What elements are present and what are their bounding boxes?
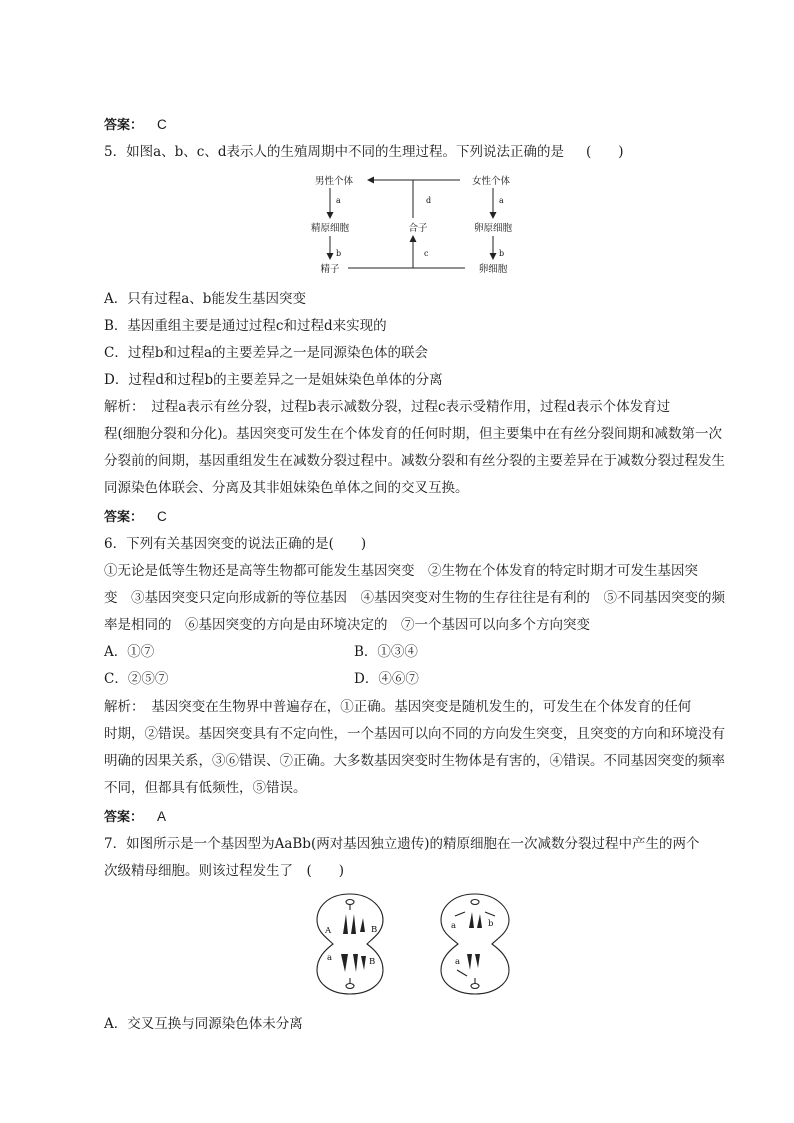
label-a-right: a	[499, 196, 504, 205]
centriole-icon	[471, 984, 479, 989]
q5-paren: ( )	[585, 144, 624, 160]
label-spermatogonium: 精原细胞	[310, 223, 350, 234]
label-sperm: 精子	[320, 264, 340, 275]
chromosome-icon	[467, 954, 472, 970]
chromosome-icon	[341, 954, 348, 972]
centriole-icon	[471, 900, 479, 905]
q5-option-a: A．只有过程a、b能发生基因突变	[104, 291, 306, 307]
label-zygote: 合子	[408, 223, 428, 234]
answer-value: C	[157, 509, 167, 524]
cell-1-label-A: A	[325, 926, 332, 936]
chromosome-icon	[360, 918, 365, 932]
q6-option-a: A．①⑦	[104, 644, 155, 660]
q6-option-d: D．④⑥⑦	[354, 671, 419, 687]
q6-analysis-1: 解析： 基因突变在生物界中普遍存在，①正确。基因突变是随机发生的，可发生在个体发育的任何	[104, 699, 692, 715]
q7-option-a: A．交叉互换与同源染色体未分离	[104, 1016, 303, 1032]
chromosome-icon	[477, 914, 482, 928]
q5-option-c: C．过程b和过程a的主要差异之一是同源染色体的联会	[104, 345, 429, 361]
label-oogonium: 卵原细胞	[473, 223, 513, 234]
chromosome-icon	[469, 912, 474, 928]
cell-1-label-B: B	[371, 925, 378, 935]
chromosome-icon	[475, 954, 480, 968]
label-d: d	[426, 196, 432, 205]
cell-2-label-a2: a	[455, 957, 461, 967]
chromosome-icon	[343, 914, 348, 934]
reproduction-cycle-diagram	[300, 170, 530, 280]
centriole-icon	[346, 900, 354, 905]
answer-label: 答案：	[104, 810, 144, 825]
label-b-right: b	[499, 249, 505, 258]
centriole-icon	[346, 984, 354, 989]
q4-answer	[104, 116, 167, 135]
answer-label: 答案：	[104, 118, 144, 133]
q7-stem-1: 7．如图所示是一个基因型为AaBb(两对基因独立遗传)的精原细胞在一次减数分裂过程中产生的两个	[104, 836, 700, 852]
label-egg: 卵细胞	[478, 264, 508, 275]
q6-analysis-3: 明确的因果关系，③⑥错误、⑦正确。大多数基因突变时生物体是有害的，④错误。不同基因突变的频率	[104, 753, 725, 769]
chromosome-icon	[361, 956, 366, 970]
label-c: c	[424, 249, 429, 258]
q6-body-1: ①无论是低等生物还是高等生物都可能发生基因突变 ②生物在个体发育的特定时期才可发生基因突	[104, 563, 698, 579]
label-b-left: b	[336, 249, 342, 258]
q6-body-3: 率是相同的 ⑥基因突变的方向是由环境决定的 ⑦一个基因可以向多个方向突变	[104, 617, 590, 633]
q6-option-c: C．②⑤⑦	[104, 671, 169, 687]
q6-stem: 6．下列有关基因突变的说法正确的是( )	[104, 536, 367, 552]
chromosome-icon	[351, 914, 356, 934]
q7-stem-2: 次级精母细胞。则该过程发生了 ( )	[104, 863, 345, 879]
label-male: 男性个体	[314, 176, 354, 187]
cell-1-label-a: a	[327, 953, 333, 963]
q6-answer	[104, 808, 166, 827]
cell-1-label-B2: B	[369, 957, 376, 967]
answer-value: C	[157, 117, 167, 132]
cell-2-label-b: b	[488, 919, 494, 929]
q5-analysis-4: 同源染色体联会、分离及其非姐妹染色单体之间的交叉互换。	[104, 480, 469, 496]
answer-value: A	[157, 809, 167, 824]
label-female: 女性个体	[471, 176, 511, 187]
q6-analysis-4: 不同，但都具有低频性，⑤错误。	[104, 780, 307, 796]
q5-stem-text: 5．如图a、b、c、d表示人的生殖周期中不同的生理过程。下列说法正确的是	[104, 144, 564, 160]
q6-analysis-2: 时期，②错误。基因突变具有不定向性，一个基因可以向不同的方向发生突变，且突变的方向和环境没有	[104, 726, 725, 742]
q5-analysis-2: 程(细胞分裂和分化)。基因突变可发生在个体发育的任何时期，但主要集中在有丝分裂间期和减数第一次	[104, 426, 723, 442]
label-a-left: a	[336, 196, 341, 205]
secondary-spermatocyte-cells	[305, 888, 525, 1000]
q6-body-2: 变 ③基因突变只定向形成新的等位基因 ④基因突变对生物的生存往往是有利的 ⑤不同基因突变的频	[104, 590, 725, 606]
q5-answer	[104, 508, 167, 527]
chromosome-icon	[353, 954, 358, 972]
q5-option-d: D．过程d和过程b的主要差异之一是姐妹染色单体的分离	[104, 372, 443, 388]
cell-2-label-a: a	[451, 921, 457, 931]
q6-option-b: B．①③④	[354, 644, 418, 660]
answer-label: 答案：	[104, 510, 144, 525]
q5-analysis-3: 分裂前的间期，基因重组发生在减数分裂过程中。减数分裂和有丝分裂的主要差异在于减数分裂过程发生	[104, 453, 725, 469]
q5-option-b: B．基因重组主要是通过过程c和过程d来实现的	[104, 318, 387, 334]
q5-analysis-1: 解析： 过程a表示有丝分裂，过程b表示减数分裂，过程c表示受精作用，过程d表示个体发育过	[104, 399, 671, 415]
q5-stem	[104, 143, 624, 161]
